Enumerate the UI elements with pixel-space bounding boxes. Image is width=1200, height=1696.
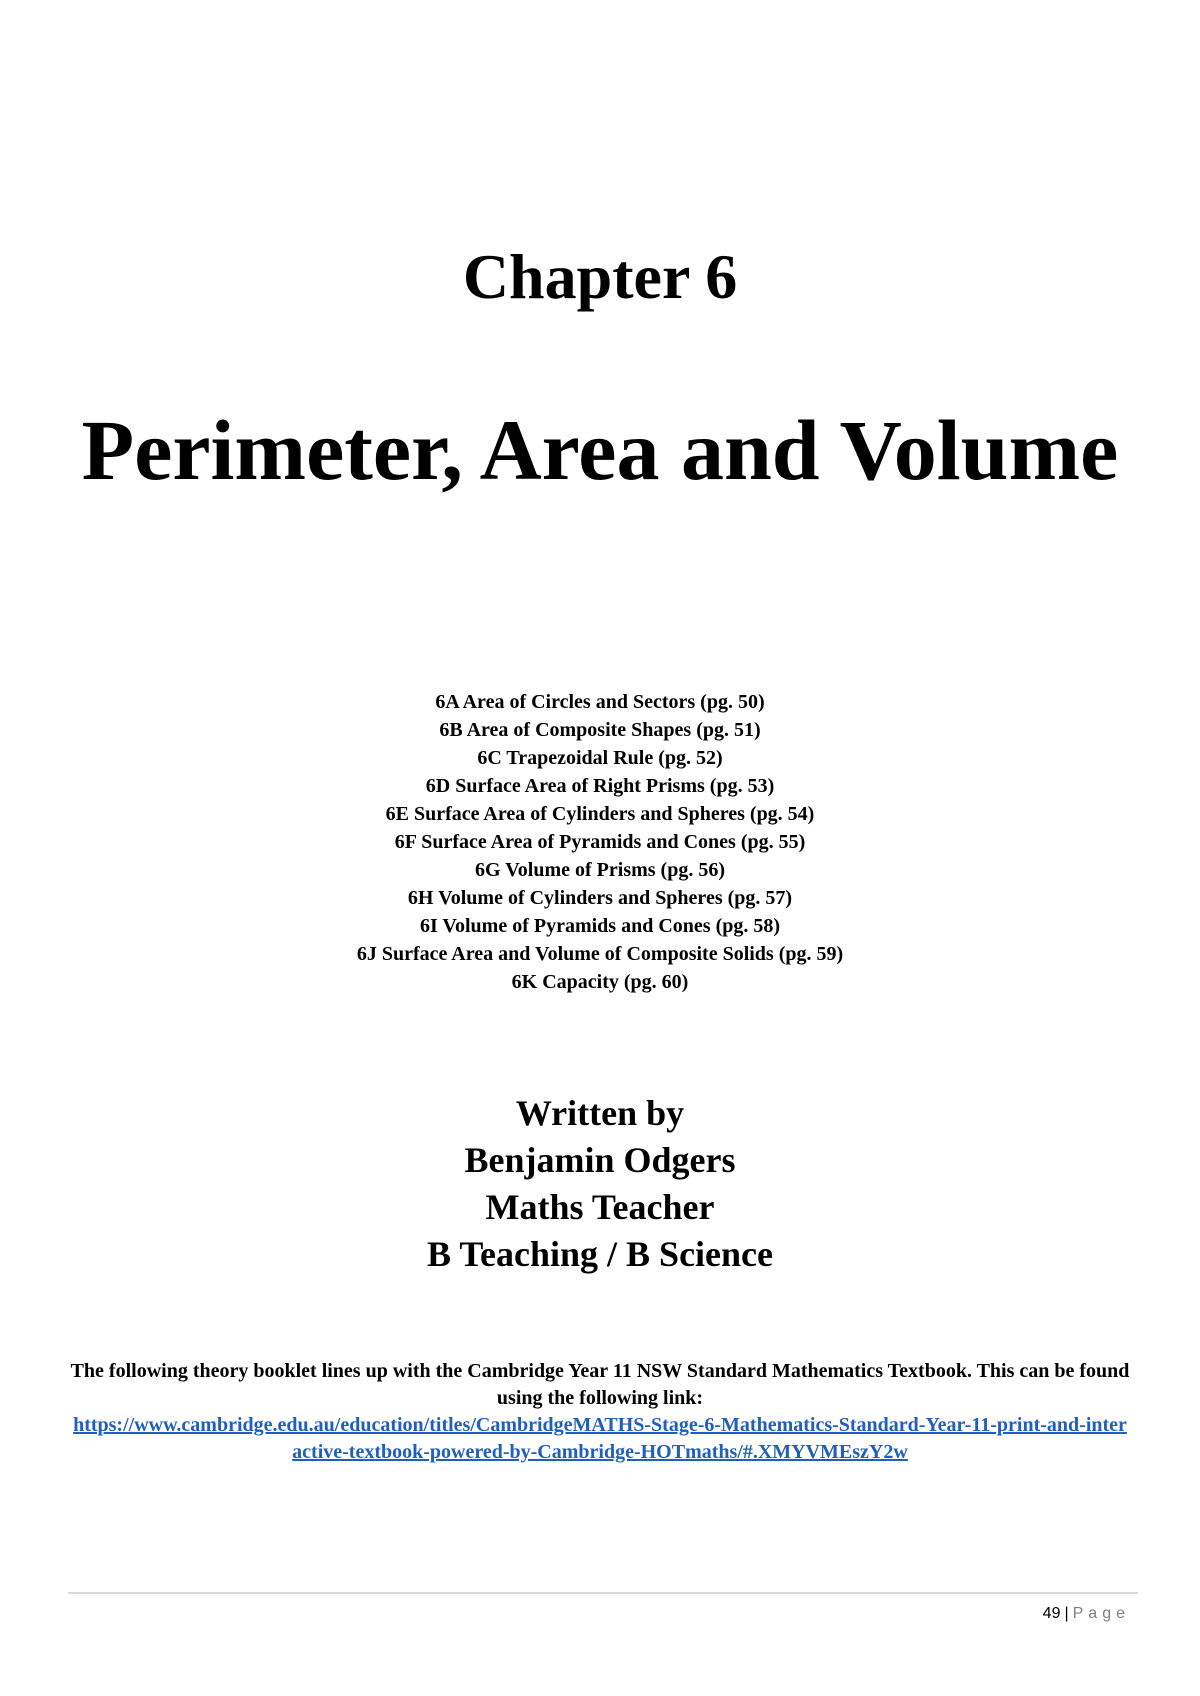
section-item: 6G Volume of Prisms (pg. 56) <box>475 859 725 881</box>
section-item: 6B Area of Composite Shapes (pg. 51) <box>439 719 761 741</box>
section-item: 6I Volume of Pyramids and Cones (pg. 58) <box>419 915 781 937</box>
page-number: 49 <box>1042 1605 1061 1622</box>
section-list <box>60 688 1140 996</box>
section-item: 6H Volume of Cylinders and Spheres (pg. 57) <box>407 887 793 909</box>
author-block <box>0 1090 1200 1278</box>
footer-divider <box>68 1592 1138 1594</box>
chapter-label: Chapter 6 <box>462 241 738 312</box>
author-degrees: B Teaching / B Science <box>426 1234 774 1274</box>
author-role: Maths Teacher <box>485 1187 715 1227</box>
section-item: 6A Area of Circles and Sectors (pg. 50) <box>435 691 765 713</box>
section-item: 6D Surface Area of Right Prisms (pg. 53) <box>425 775 775 797</box>
written-by-label: Written by <box>515 1093 685 1133</box>
textbook-link[interactable]: https://www.cambridge.edu.au/education/titles/CambridgeMATHS-Stage-6-Mathematics-Standard-Year-11-print-and-interactive-textbook-powered-by-Cambridge-HOTmaths/#.XMYVMEszY2w <box>73 1414 1127 1463</box>
section-item: 6K Capacity (pg. 60) <box>511 971 689 993</box>
note-text: The following theory booklet lines up with the Cambridge Year 11 NSW Standard Mathematics Textbook. This can be found using the following link: <box>70 1360 1130 1409</box>
footer-separator: | <box>1064 1605 1069 1622</box>
page-word: Page <box>1072 1605 1130 1622</box>
author-name: Benjamin Odgers <box>464 1140 736 1180</box>
section-item: 6J Surface Area and Volume of Composite Solids (pg. 59) <box>356 943 844 965</box>
chapter-title: Perimeter, Area and Volume <box>81 402 1119 498</box>
textbook-note <box>70 1358 1130 1466</box>
section-item: 6E Surface Area of Cylinders and Spheres (pg. 54) <box>385 803 815 825</box>
section-item: 6F Surface Area of Pyramids and Cones (pg. 55) <box>394 831 806 853</box>
section-item: 6C Trapezoidal Rule (pg. 52) <box>477 747 723 769</box>
page-footer <box>1043 1605 1130 1623</box>
